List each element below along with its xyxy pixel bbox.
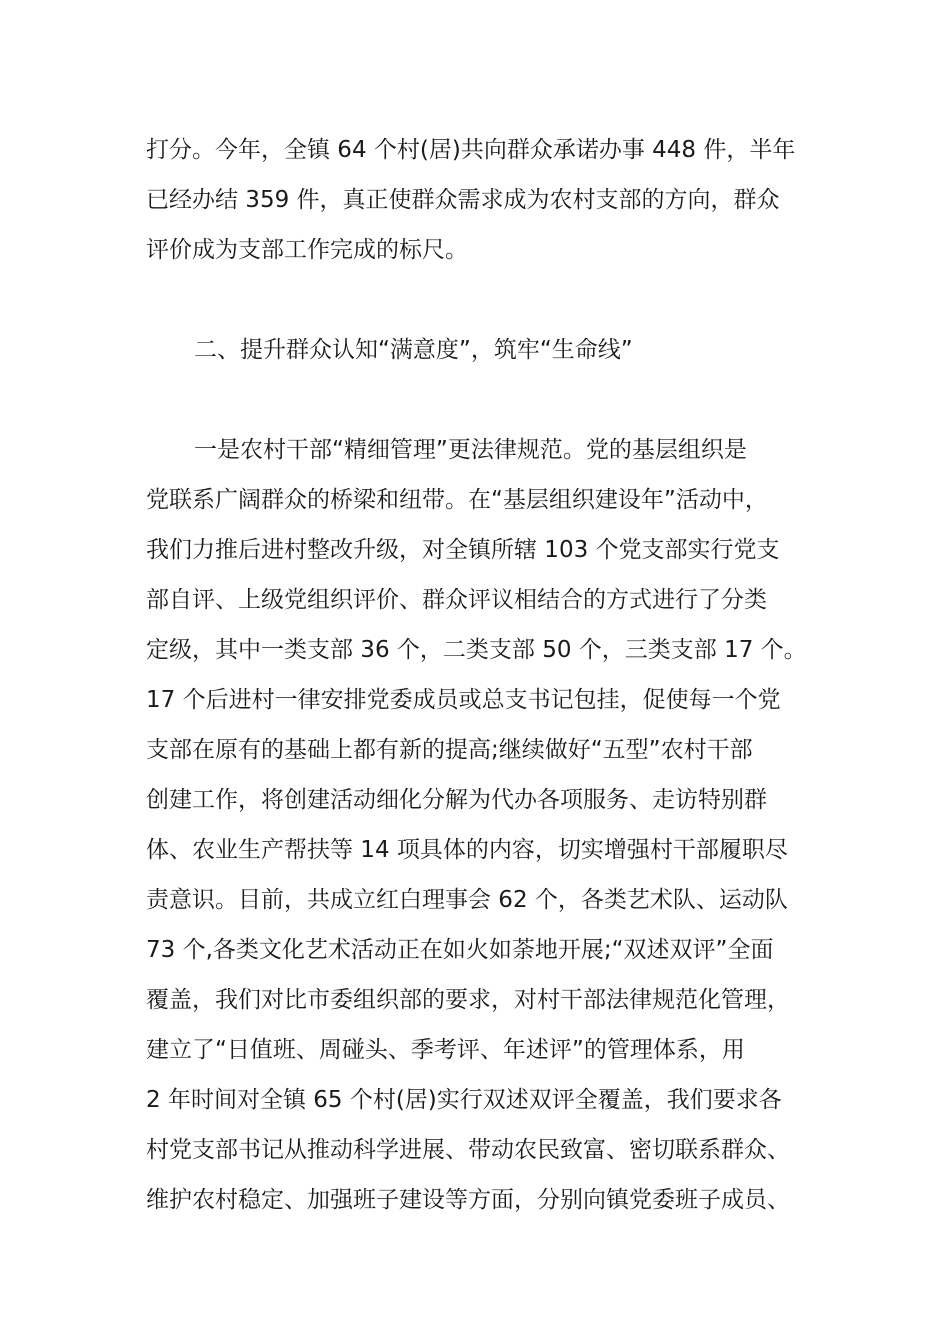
paragraph-1-line-3: 评价成为支部工作完成的标尺。 [146,237,468,263]
paragraph-2-line-13: 建立了“日值班、周碰头、季考评、年述评”的管理体系，用 [146,1037,745,1063]
paragraph-2-line-14: 2 年时间对全镇 65 个村(居)实行双述双评全覆盖，我们要求各 [146,1087,782,1113]
paragraph-2-line-12: 覆盖，我们对比市委组织部的要求，对村干部法律规范化管理， [146,987,790,1013]
paragraph-2-line-4: 部自评、上级党组织评价、群众评议相结合的方式进行了分类 [146,587,767,613]
paragraph-2-line-5: 定级，其中一类支部 36 个，二类支部 50 个，三类支部 17 个。 [146,637,807,663]
paragraph-2-line-10: 责意识。目前，共成立红白理事会 62 个，各类艺术队、运动队 [146,887,788,913]
paragraph-2-line-16: 维护农村稳定、加强班子建设等方面，分别向镇党委班子成员、 [146,1187,790,1213]
paragraph-2-line-7: 支部在原有的基础上都有新的提高;继续做好“五型”农村干部 [146,737,753,763]
paragraph-1-line-1: 打分。今年，全镇 64 个村(居)共向群众承诺办事 448 件，半年 [146,137,796,163]
paragraph-2-line-9: 体、农业生产帮扶等 14 项具体的内容，切实增强村干部履职尽 [146,837,788,863]
section-heading: 二、提升群众认知“满意度”，筑牢“生命线” [194,337,633,363]
paragraph-1-line-2: 已经办结 359 件，真正使群众需求成为农村支部的方向，群众 [146,187,780,213]
paragraph-2-line-15: 村党支部书记从推动科学进展、带动农民致富、密切联系群众、 [146,1137,790,1163]
paragraph-2-line-3: 我们力推后进村整改升级，对全镇所辖 103 个党支部实行党支 [146,537,780,563]
paragraph-2-line-11: 73 个,各类文化艺术活动正在如火如荼地开展;“双述双评”全面 [146,937,774,963]
paragraph-2-line-8: 创建工作，将创建活动细化分解为代办各项服务、走访特别群 [146,787,767,813]
paragraph-2-line-6: 17 个后进村一律安排党委成员或总支书记包挂，促使每一个党 [146,687,781,713]
paragraph-2-line-1: 一是农村干部“精细管理”更法律规范。党的基层组织是 [194,437,747,463]
paragraph-2-line-2: 党联系广阔群众的桥梁和纽带。在“基层组织建设年”活动中， [146,487,768,513]
